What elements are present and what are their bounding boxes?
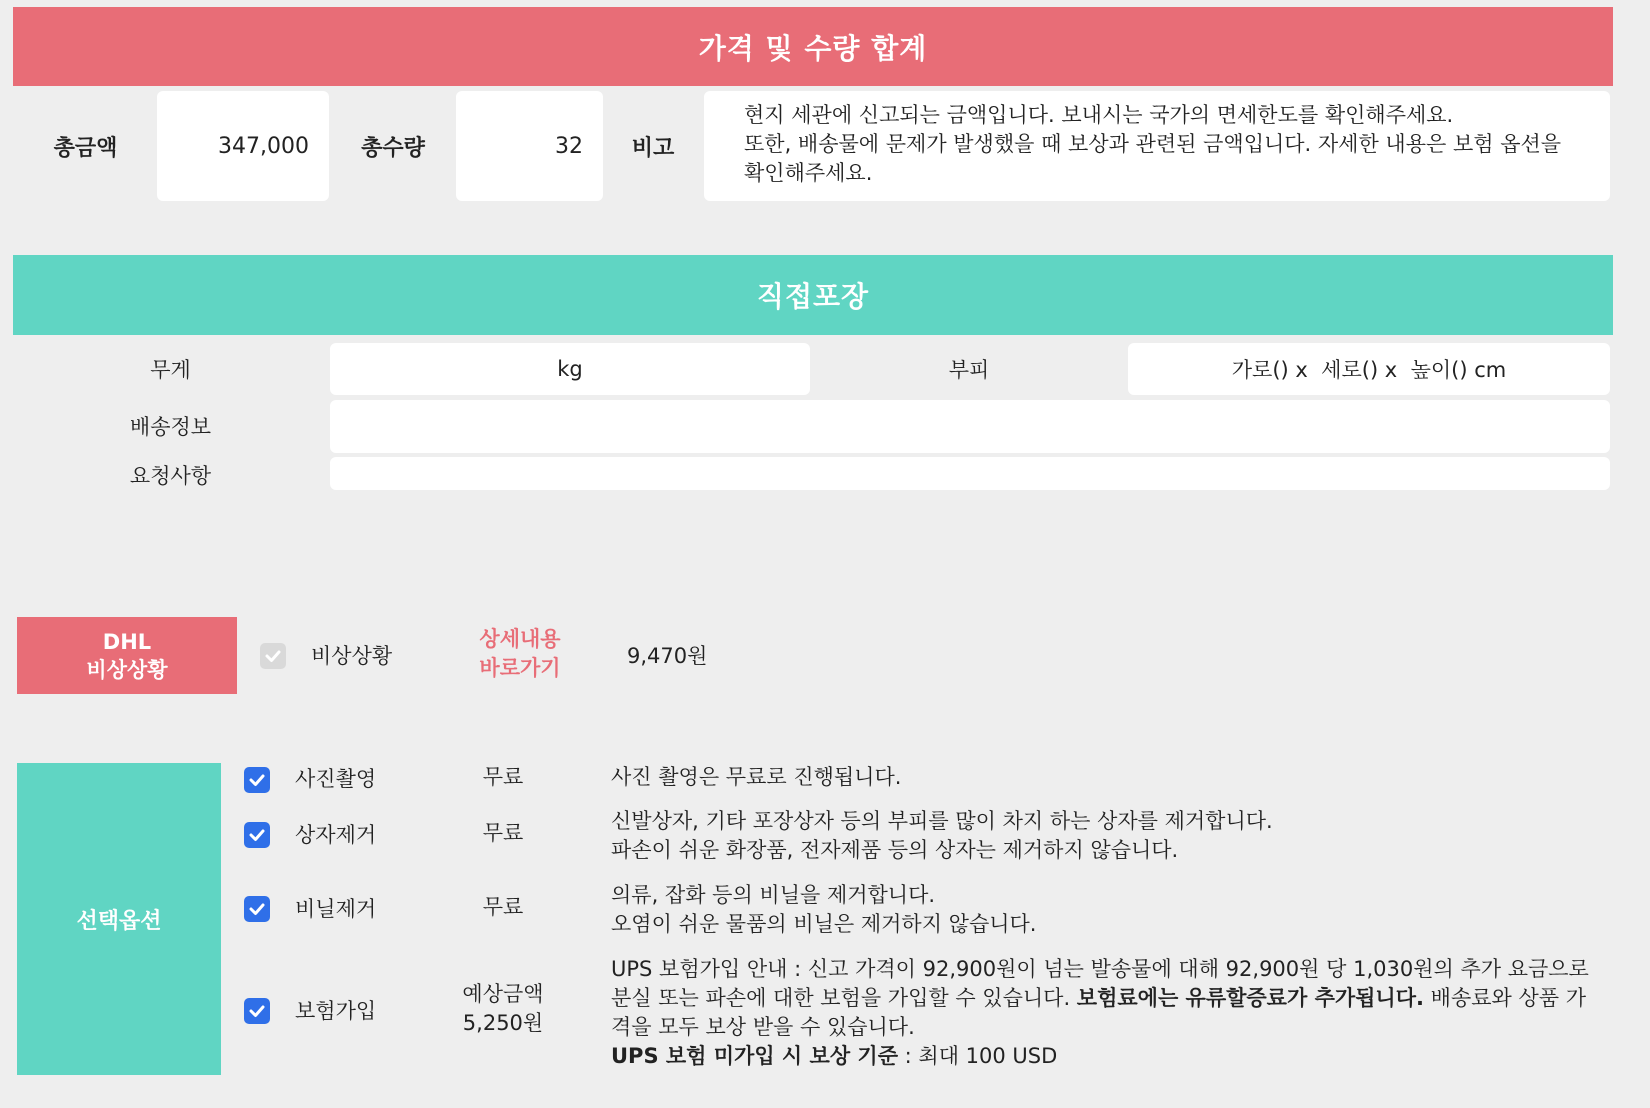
volume-label: 부피 bbox=[948, 358, 990, 382]
total-amount-label: 총금액 bbox=[53, 135, 118, 161]
insurance-price-value: 5,250원 bbox=[462, 1011, 544, 1035]
emergency-link-line-1: 상세내용 bbox=[479, 627, 561, 651]
emergency-price: 9,470원 bbox=[627, 644, 708, 668]
weight-field[interactable] bbox=[330, 343, 810, 395]
weight-label: 무게 bbox=[150, 358, 191, 382]
total-qty-label: 총수량 bbox=[361, 135, 425, 161]
check-icon bbox=[247, 825, 267, 845]
insurance-price-label: 예상금액 bbox=[462, 982, 544, 1006]
note-line-2: 또한, 배송물에 문제가 발생했을 때 보상과 관련된 금액입니다. 자세한 내용은 보험 옵션을 bbox=[744, 132, 1562, 156]
emergency-link-line-2: 바로가기 bbox=[479, 656, 561, 680]
total-qty-field: 32 bbox=[456, 91, 603, 201]
box-removal-desc-line-1: 신발상자, 기타 포장상자 등의 부피를 많이 차지 하는 상자를 제거합니다. bbox=[611, 809, 1273, 833]
check-icon bbox=[263, 646, 283, 666]
shipping-info-label: 배송정보 bbox=[129, 415, 212, 439]
note-line-3: 확인해주세요. bbox=[744, 161, 873, 185]
insurance-price bbox=[452, 980, 554, 1038]
insurance-desc-4b: : 최대 100 USD bbox=[897, 1044, 1058, 1068]
vinyl-removal-checkbox[interactable] bbox=[244, 896, 270, 922]
insurance-desc-line-4 bbox=[611, 1042, 1621, 1071]
volume-value: 가로() x 세로() x 높이() cm bbox=[1231, 358, 1507, 382]
weight-unit: kg bbox=[557, 357, 583, 381]
emergency-checkbox[interactable] bbox=[260, 643, 286, 669]
box-removal-desc-line-2: 파손이 쉬운 화장품, 전자제품 등의 상자는 제거하지 않습니다. bbox=[611, 838, 1179, 862]
packing-title: 직접포장 bbox=[756, 280, 870, 313]
dhl-emergency-badge bbox=[17, 617, 237, 694]
insurance-desc-line-1: UPS 보험가입 안내 : 신고 가격이 92,900원이 넘는 발송물에 대해 92,900원 당 1,030원의 추가 요금으로 bbox=[611, 957, 1589, 981]
request-label: 요청사항 bbox=[129, 464, 212, 488]
box-removal-checkbox[interactable] bbox=[244, 822, 270, 848]
insurance-desc bbox=[611, 955, 1621, 1071]
insurance-name: 보험가입 bbox=[295, 999, 377, 1023]
note-label: 비고 bbox=[631, 135, 675, 161]
volume-field[interactable] bbox=[1128, 343, 1610, 395]
request-input[interactable] bbox=[330, 457, 1610, 490]
dhl-badge-line-2: 비상상황 bbox=[86, 657, 168, 682]
vinyl-removal-desc bbox=[611, 881, 1036, 939]
vinyl-removal-price: 무료 bbox=[482, 895, 524, 919]
emergency-checkbox-label: 비상상황 bbox=[311, 644, 393, 668]
insurance-checkbox[interactable] bbox=[244, 998, 270, 1024]
note-box bbox=[704, 91, 1610, 201]
shipping-info-input[interactable] bbox=[330, 400, 1610, 453]
insurance-desc-2c: 배송료와 상품 가 bbox=[1423, 986, 1587, 1010]
options-section-title: 선택옵션 bbox=[76, 908, 162, 934]
packing-header bbox=[13, 255, 1613, 335]
box-removal-desc bbox=[611, 807, 1273, 865]
check-icon bbox=[247, 1001, 267, 1021]
photo-desc-line-1: 사진 촬영은 무료로 진행됩니다. bbox=[611, 765, 902, 789]
emergency-detail-link[interactable] bbox=[460, 625, 580, 683]
options-section-label bbox=[17, 763, 221, 1075]
photo-option-name: 사진촬영 bbox=[295, 767, 377, 791]
check-icon bbox=[247, 899, 267, 919]
totals-title: 가격 및 수량 합계 bbox=[698, 31, 928, 65]
photo-option-price: 무료 bbox=[482, 765, 524, 789]
photo-option-checkbox[interactable] bbox=[244, 767, 270, 793]
totals-header bbox=[13, 7, 1613, 86]
insurance-desc-line-3: 격을 모두 보상 받을 수 있습니다. bbox=[611, 1015, 915, 1039]
total-amount-field: 347,000 bbox=[157, 91, 329, 201]
dhl-badge-line-1: DHL bbox=[102, 629, 152, 654]
insurance-desc-4a: UPS 보험 미가입 시 보상 기준 bbox=[611, 1044, 898, 1068]
vinyl-removal-name: 비닐제거 bbox=[295, 897, 377, 921]
insurance-desc-line-2 bbox=[611, 984, 1621, 1013]
insurance-desc-2b: 보험료에는 유류할증료가 추가됩니다. bbox=[1076, 986, 1424, 1010]
box-removal-price: 무료 bbox=[482, 821, 524, 845]
vinyl-desc-line-1: 의류, 잡화 등의 비닐을 제거합니다. bbox=[611, 883, 936, 907]
insurance-desc-2a: 분실 또는 파손에 대한 보험을 가입할 수 있습니다. bbox=[611, 986, 1077, 1010]
vinyl-desc-line-2: 오염이 쉬운 물품의 비닐은 제거하지 않습니다. bbox=[611, 912, 1037, 936]
box-removal-name: 상자제거 bbox=[295, 823, 377, 847]
check-icon bbox=[247, 770, 267, 790]
photo-option-desc bbox=[611, 763, 901, 792]
note-line-1: 현지 세관에 신고되는 금액입니다. 보내시는 국가의 면세한도를 확인해주세요. bbox=[744, 103, 1454, 127]
